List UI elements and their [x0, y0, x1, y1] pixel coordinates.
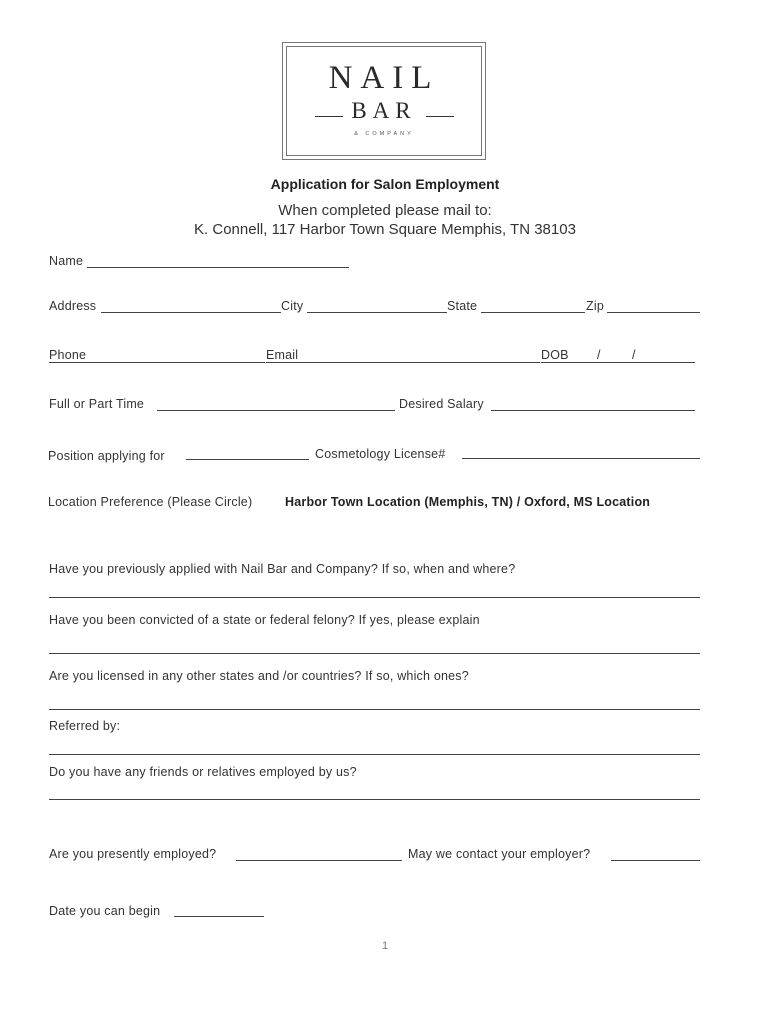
question-referred-by: Referred by:: [49, 719, 121, 733]
form-title: Application for Salon Employment: [270, 176, 500, 192]
mail-instruction: When completed please mail to:: [278, 202, 492, 219]
logo-nail-text: NAIL: [328, 60, 440, 96]
phone-label: Phone: [49, 348, 87, 362]
presently-employed-field[interactable]: [236, 860, 402, 861]
question-friends-relatives: Do you have any friends or relatives employed by us?: [49, 765, 357, 779]
state-label: State: [447, 299, 478, 313]
start-date-field[interactable]: [174, 916, 264, 917]
zip-label: Zip: [586, 299, 604, 313]
desired-salary-label: Desired Salary: [399, 397, 484, 411]
name-label: Name: [49, 254, 84, 268]
zip-field[interactable]: [607, 312, 700, 313]
logo-company-text: & COMPANY: [354, 131, 414, 137]
state-field[interactable]: [481, 312, 585, 313]
dob-label: DOB: [541, 348, 569, 362]
question-other-licenses: Are you licensed in any other states and /or countries? If so, which ones?: [49, 669, 469, 683]
location-preference-label: Location Preference (Please Circle): [48, 495, 253, 509]
answer-felony[interactable]: [49, 653, 700, 654]
contact-employer-field[interactable]: [611, 860, 700, 861]
address-label: Address: [49, 299, 97, 313]
dob-field[interactable]: [541, 362, 695, 363]
full-part-time-field[interactable]: [157, 410, 395, 411]
name-field[interactable]: [87, 267, 349, 268]
position-field[interactable]: [186, 459, 309, 460]
city-field[interactable]: [307, 312, 447, 313]
answer-other-licenses[interactable]: [49, 709, 700, 710]
question-felony: Have you been convicted of a state or federal felony? If yes, please explain: [49, 613, 480, 627]
full-part-time-label: Full or Part Time: [49, 397, 145, 411]
cosmetology-license-field[interactable]: [462, 458, 700, 459]
presently-employed-label: Are you presently employed?: [49, 847, 217, 861]
answer-previously-applied[interactable]: [49, 597, 700, 598]
mail-address: K. Connell, 117 Harbor Town Square Memphis, TN 38103: [194, 221, 576, 238]
desired-salary-field[interactable]: [491, 410, 695, 411]
location-options[interactable]: Harbor Town Location (Memphis, TN) / Oxford, MS Location: [285, 495, 651, 509]
logo-bar-text: BAR: [351, 98, 417, 123]
dob-separator-2: /: [632, 348, 636, 362]
page-number: 1: [381, 940, 389, 952]
city-label: City: [281, 299, 304, 313]
start-date-label: Date you can begin: [49, 904, 161, 918]
answer-referred-by[interactable]: [49, 754, 700, 755]
dob-separator-1: /: [597, 348, 601, 362]
address-field[interactable]: [101, 312, 281, 313]
contact-employer-label: May we contact your employer?: [408, 847, 591, 861]
email-label: Email: [266, 348, 299, 362]
email-field[interactable]: [266, 362, 540, 363]
cosmetology-license-label: Cosmetology License#: [315, 447, 446, 461]
answer-friends-relatives[interactable]: [49, 799, 700, 800]
phone-field[interactable]: [49, 362, 265, 363]
question-previously-applied: Have you previously applied with Nail Bar and Company? If so, when and where?: [49, 562, 516, 576]
position-label: Position applying for: [48, 449, 165, 463]
